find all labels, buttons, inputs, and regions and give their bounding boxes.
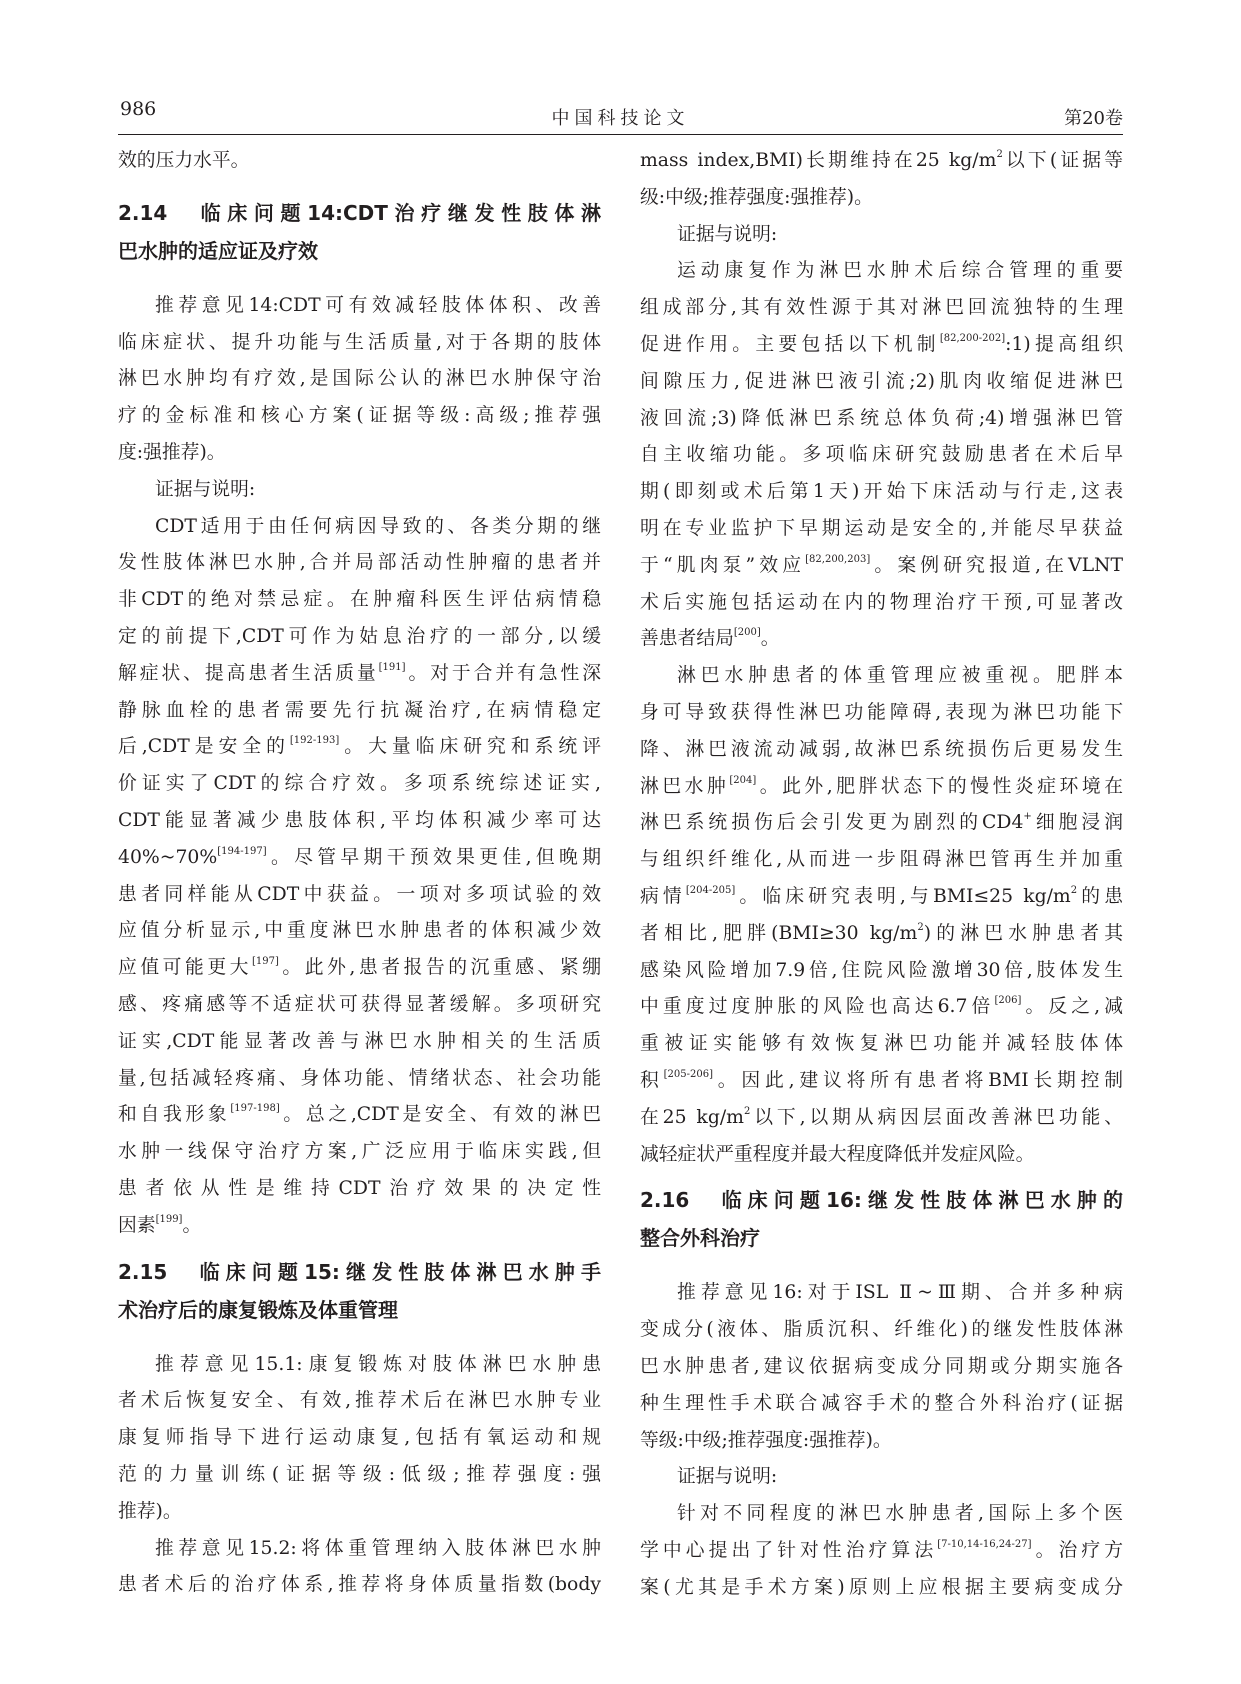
body-line: 积[205-206]。因此,建议将所有患者将BMI长期控制 bbox=[640, 1068, 1123, 1091]
citation: [192-193] bbox=[289, 735, 340, 747]
recommendation-15-1-line: 康复师指导下进行运动康复,包括有氧运动和规 bbox=[118, 1427, 601, 1449]
recommendation-16-line: 种生理性手术联合减容手术的整合外科治疗(证据 bbox=[640, 1392, 1123, 1414]
evidence-label: 证据与说明: bbox=[155, 478, 256, 500]
body-line: 明在专业监护下早期运动是安全的,并能尽早获益 bbox=[640, 517, 1123, 539]
body-line: 间隙压力,促进淋巴液引流;2)肌肉收缩促进淋巴 bbox=[640, 370, 1123, 392]
body-line: 中重度过度肿胀的风险也高达6.7倍[206]。反之,减 bbox=[640, 995, 1123, 1018]
body-line: 促进作用。主要包括以下机制[82,200-202]:1)提高组织 bbox=[640, 332, 1123, 355]
recommendation-15-2-line: 推荐意见15.2:将体重管理纳入肢体淋巴水肿 bbox=[155, 1537, 601, 1559]
body-line: 减轻症状严重程度并最大程度降低并发症风险。 bbox=[640, 1143, 1035, 1165]
body-line: 感、疼痛感等不适症状可获得显著缓解。多项研究 bbox=[118, 993, 601, 1015]
body-line: 术后实施包括运动在内的物理治疗干预,可显著改 bbox=[640, 591, 1123, 613]
body-line: 学中心提出了针对性治疗算法[7-10,14-16,24-27]。治疗方 bbox=[640, 1538, 1123, 1561]
recommendation-15-1-line: 推荐意见15.1:康复锻炼对肢体淋巴水肿患 bbox=[155, 1353, 601, 1375]
body-line: CDT能显著减少患肢体积,平均体积减少率可达 bbox=[118, 809, 601, 831]
body-line: 案(尤其是手术方案)原则上应根据主要病变成分 bbox=[640, 1576, 1123, 1598]
recommendation-15-2-line: 级:中级;推荐强度:强推荐)。 bbox=[640, 186, 873, 208]
section-2-14-heading-line-1: 2.14 临床问题14:CDT治疗继发性肢体淋 bbox=[118, 200, 601, 225]
citation: [7-10,14-16,24-27] bbox=[937, 1538, 1032, 1550]
left-column bbox=[118, 143, 601, 1604]
recommendation-16-line: 巴水肿患者,建议依据病变成分同期或分期实施各 bbox=[640, 1355, 1123, 1377]
body-line: 期(即刻或术后第1天)开始下床活动与行走,这表 bbox=[640, 481, 1123, 503]
body-line: CDT适用于由任何病因导致的、各类分期的继 bbox=[155, 515, 601, 537]
citation: [199] bbox=[155, 1213, 183, 1225]
body-line: 自主收缩功能。多项临床研究鼓励患者在术后早 bbox=[640, 444, 1123, 466]
recommendation-16-line: 等级:中级;推荐强度:强推荐)。 bbox=[640, 1429, 892, 1451]
body-line: 量,包括减轻疼痛、身体功能、情绪状态、社会功能 bbox=[118, 1067, 601, 1089]
evidence-label: 证据与说明: bbox=[677, 223, 778, 245]
citation: [206] bbox=[994, 995, 1022, 1007]
page-header bbox=[118, 92, 1123, 135]
recommendation-15-2-line: 患者术后的治疗体系,推荐将身体质量指数(body bbox=[118, 1574, 601, 1596]
body-line: 者相比,肥胖(BMI≥30 $kg/m^2$)的淋巴水肿患者其 bbox=[640, 921, 1123, 944]
body-line: 患者同样能从CDT中获益。一项对多项试验的效 bbox=[118, 883, 601, 905]
body-line: 善患者结局[200]。 bbox=[640, 627, 780, 650]
body-line: 运动康复作为淋巴水肿术后综合管理的重要 bbox=[677, 260, 1123, 282]
body-line: 重被证实能够有效恢复淋巴功能并减轻肢体体 bbox=[640, 1033, 1123, 1055]
body-line: 淋巴水肿[204]。此外,肥胖状态下的慢性炎症环境在 bbox=[640, 774, 1123, 797]
section-2-16-heading-line-1: 2.16 临床问题16:继发性肢体淋巴水肿的 bbox=[640, 1188, 1123, 1213]
recommendation-16-line: 推荐意见16:对于ISL Ⅱ~Ⅲ期、合并多种病 bbox=[677, 1282, 1123, 1304]
body-line: 应值可能更大[197]。此外,患者报告的沉重感、紧绷 bbox=[118, 956, 601, 979]
citation: [197-198] bbox=[230, 1103, 280, 1115]
body-line: 后,CDT是安全的[192-193]。大量临床研究和系统评 bbox=[118, 735, 601, 758]
journal-title: 中国科技论文 bbox=[551, 108, 690, 129]
citation: [204] bbox=[729, 774, 757, 786]
body-line: 发性肢体淋巴水肿,合并局部活动性肿瘤的患者并 bbox=[118, 552, 601, 574]
body-line: 患者依从性是维持CDT治疗效果的决定性 bbox=[118, 1177, 601, 1199]
body-line: 病情[204-205]。临床研究表明,与BMI≤25 $kg/m^2$的患 bbox=[640, 884, 1123, 907]
section-2-15-heading-line-1: 2.15 临床问题15:继发性肢体淋巴水肿手 bbox=[118, 1259, 601, 1284]
right-column bbox=[640, 143, 1123, 1606]
section-2-15-heading-line-2: 术治疗后的康复锻炼及体重管理 bbox=[118, 1297, 398, 1322]
body-line: 液回流;3)降低淋巴系统总体负荷;4)增强淋巴管 bbox=[640, 407, 1123, 429]
body-line: 应值分析显示,中重度淋巴水肿患者的体积减少效 bbox=[118, 920, 601, 942]
recommendation-14-line: 推荐意见14:CDT可有效减轻肢体体积、改善 bbox=[155, 294, 601, 316]
citation: [82,200,203] bbox=[805, 553, 871, 565]
recommendation-14-line: 临床症状、提升功能与生活质量,对于各期的肢体 bbox=[118, 331, 601, 353]
recommendation-14-line: 淋巴水肿均有疗效,是国际公认的淋巴水肿保守治 bbox=[118, 368, 601, 390]
body-line: 与组织纤维化,从而进一步阻碍淋巴管再生并加重 bbox=[640, 849, 1123, 871]
citation: [204-205] bbox=[685, 884, 736, 896]
recommendation-16-line: 变成分(液体、脂质沉积、纤维化)的继发性肢体淋 bbox=[640, 1319, 1123, 1341]
body-line: 非CDT的绝对禁忌症。在肿瘤科医生评估病情稳 bbox=[118, 589, 601, 611]
citation: [191] bbox=[378, 661, 406, 673]
body-line: 于“肌肉泵”效应[82,200,203]。案例研究报道,在VLNT bbox=[640, 553, 1123, 576]
body-line: 组成部分,其有效性源于其对淋巴回流独特的生理 bbox=[640, 297, 1123, 319]
recommendation-15-1-line: 者术后恢复安全、有效,推荐术后在淋巴水肿专业 bbox=[118, 1390, 601, 1412]
citation: [197] bbox=[251, 956, 279, 968]
volume-label: 第20卷 bbox=[1064, 108, 1123, 129]
body-line: 水肿一线保守治疗方案,广泛应用于临床实践,但 bbox=[118, 1141, 601, 1163]
body-line: 价证实了CDT的综合疗效。多项系统综述证实, bbox=[118, 773, 601, 795]
citation: [194-197] bbox=[217, 845, 267, 857]
body-line: 淋巴水肿患者的体重管理应被重视。肥胖本 bbox=[677, 665, 1123, 687]
body-line: 身可导致获得性淋巴功能障碍,表现为淋巴功能下 bbox=[640, 701, 1123, 723]
citation: [82,200-202] bbox=[939, 332, 1006, 344]
body-line: 和自我形象[197-198]。总之,CDT是安全、有效的淋巴 bbox=[118, 1103, 601, 1126]
recommendation-15-1-line: 推荐)。 bbox=[118, 1500, 182, 1522]
section-2-14-heading-line-2: 巴水肿的适应证及疗效 bbox=[118, 238, 318, 263]
body-line: 针对不同程度的淋巴水肿患者,国际上多个医 bbox=[677, 1503, 1123, 1525]
body-line: 感染风险增加7.9倍,住院风险激增30倍,肢体发生 bbox=[640, 959, 1123, 981]
citation: [200] bbox=[733, 627, 761, 639]
recommendation-15-2-line: mass index,BMI)长期维持在25 $kg/m^2$以下(证据等 bbox=[640, 149, 1123, 171]
citation: [205-206] bbox=[663, 1068, 713, 1080]
body-line: 证实,CDT能显著改善与淋巴水肿相关的生活质 bbox=[118, 1030, 601, 1052]
body-line: 淋巴系统损伤后会引发更为剧烈的CD4+细胞浸润 bbox=[640, 811, 1123, 834]
body-line: 在25 $kg/m^2$以下,以期从病因层面改善淋巴功能、 bbox=[640, 1105, 1123, 1128]
recommendation-14-line: 疗的金标准和核心方案(证据等级:高级;推荐强 bbox=[118, 405, 601, 427]
section-2-16-heading-line-2: 整合外科治疗 bbox=[640, 1226, 760, 1251]
recommendation-15-1-line: 范的力量训练(证据等级:低级;推荐强度:强 bbox=[118, 1463, 601, 1485]
recommendation-14-line: 度:强推荐)。 bbox=[118, 441, 226, 463]
body-line: 静脉血栓的患者需要先行抗凝治疗,在病情稳定 bbox=[118, 699, 601, 721]
body-line: 40%~70%[194-197]。尽管早期干预效果更佳,但晚期 bbox=[118, 845, 601, 868]
carryover-line: 效的压力水平。 bbox=[118, 150, 250, 171]
body-line: 因素[199]。 bbox=[118, 1213, 202, 1236]
evidence-label: 证据与说明: bbox=[677, 1466, 778, 1488]
body-line: 定的前提下,CDT可作为姑息治疗的一部分,以缓 bbox=[118, 625, 601, 647]
page-number: 986 bbox=[120, 98, 157, 120]
body-line: 解症状、提高患者生活质量[191]。对于合并有急性深 bbox=[118, 661, 601, 684]
body-line: 降、淋巴液流动减弱,故淋巴系统损伤后更易发生 bbox=[640, 738, 1123, 760]
